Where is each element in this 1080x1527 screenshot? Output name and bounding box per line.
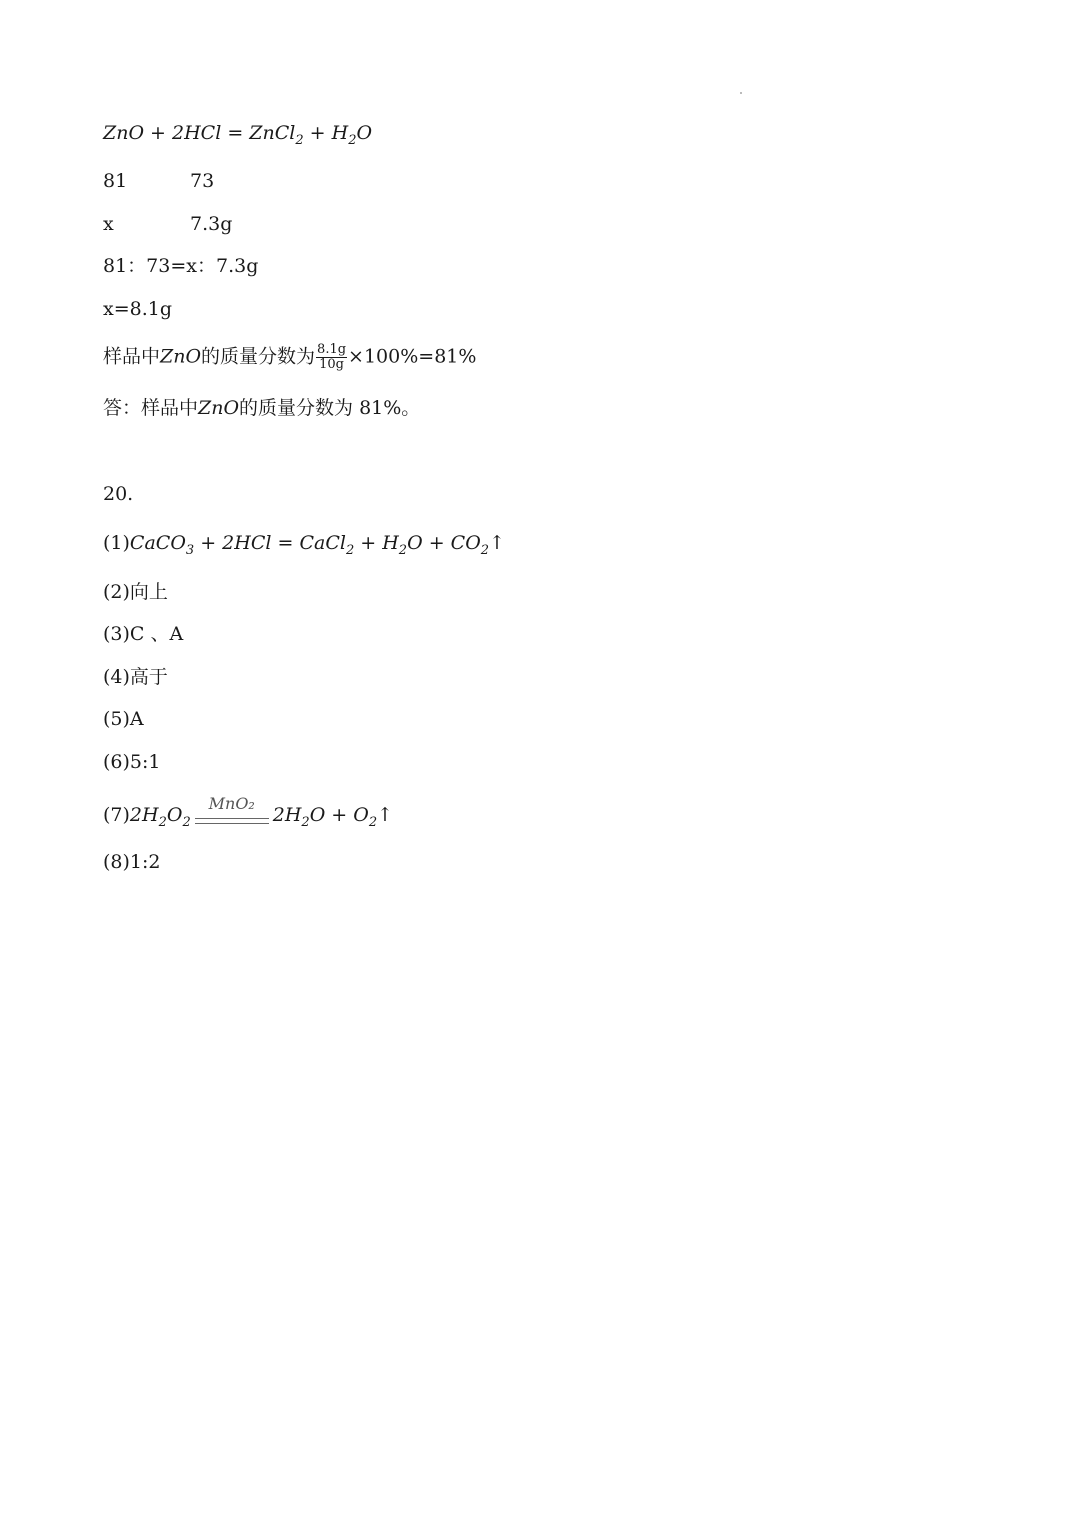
answer-4: (4)高于 bbox=[103, 666, 168, 688]
answer-line: 答：样品中ZnO的质量分数为 81%。 bbox=[103, 397, 421, 419]
question-number: 20. bbox=[103, 483, 134, 505]
mass-row-1: 81 73 bbox=[103, 170, 215, 192]
fraction: $\frac{8.1g}{10g}$ bbox=[317, 342, 347, 372]
zno-equation: ZnO + 2HCl = ZnCl$_2$ + $H_2O$ bbox=[103, 122, 373, 148]
stray-dot bbox=[740, 92, 742, 94]
answer-3: (3)C 、A bbox=[103, 623, 184, 645]
mass-row-2: x 7.3g bbox=[103, 213, 233, 235]
result-line: x=8.1g bbox=[103, 298, 173, 320]
answer-6: (6)5:1 bbox=[103, 751, 161, 773]
answer-2: (2)向上 bbox=[103, 581, 168, 603]
mass-fraction-line: 样品中ZnO的质量分数为 $\frac{8.1g}{10g}$ ×100%=81% bbox=[103, 342, 477, 372]
ratio-line: 81：73=x：7.3g bbox=[103, 255, 259, 277]
answer-7: $(7)2H_2O_2$ MnO₂ $2H_2O$ + $O_2↑$ bbox=[103, 794, 394, 830]
catalyst-condition: MnO₂ bbox=[195, 804, 269, 828]
eq-plus: + bbox=[144, 122, 173, 144]
eq-equals: = bbox=[221, 122, 250, 144]
eq-zncl: ZnCl bbox=[249, 122, 296, 144]
answer-1: (1)CaCO$_3$ + 2HCl = CaCl$_2$ + $H_2O$ + $CO_2↑$ bbox=[103, 532, 505, 558]
answer-5: (5)A bbox=[103, 708, 144, 730]
eq-zno: ZnO bbox=[103, 122, 145, 144]
answer-8: (8)1:2 bbox=[103, 851, 161, 873]
eq-hcl: 2HCl bbox=[172, 122, 222, 144]
